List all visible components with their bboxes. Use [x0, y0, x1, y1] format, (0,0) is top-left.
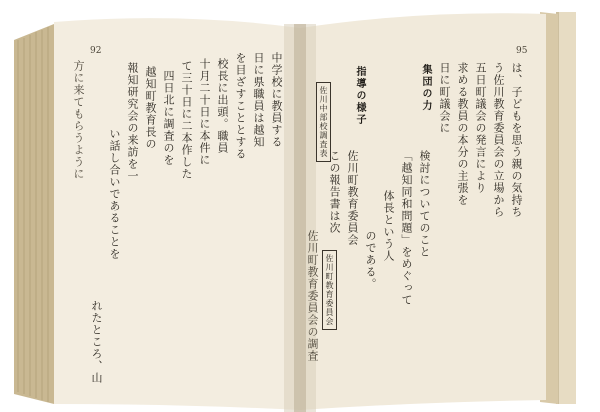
document-title-box: 佐川中部校調査表 — [316, 82, 331, 162]
document-signature-box: 佐川町教育委員会 — [322, 250, 337, 330]
left-page-number: 92 — [90, 46, 102, 56]
left-text-line: 四日北に調査のを — [162, 70, 175, 166]
left-text-line: を目ざすこととする — [234, 52, 247, 160]
right-text-line: 「越知同和問題」をめぐって — [400, 150, 413, 306]
right-text-line: う佐川教育委員会の立場から — [492, 62, 505, 218]
right-text-line: 検討についてのこと — [418, 150, 431, 258]
left-text-line: 方に来てもらうように — [72, 60, 85, 180]
left-text-line: れたところ、山 — [90, 300, 103, 384]
left-text-line: 中学校に教員する — [270, 52, 283, 148]
right-text-line: 体長という人 — [382, 190, 395, 262]
right-text-line: この報告書は次 — [328, 150, 341, 234]
right-text-line: 佐川町教育委員会の調査 — [306, 230, 319, 362]
right-text-line: 日に町議会に — [438, 62, 451, 134]
left-text-line: い話し合いであることを — [108, 128, 121, 260]
left-text-line: て三十日に二本作した — [180, 60, 193, 180]
right-page-number: 95 — [516, 46, 528, 56]
left-text-line: 日に県職員は越知 — [252, 52, 265, 148]
left-text-line: 報知研究会の来訪を一 — [126, 62, 139, 182]
right-text-line: 佐川町教育委員会 — [346, 150, 359, 246]
subsection-heading: 指導の様子 — [354, 66, 365, 126]
section-heading: 集団の力 — [420, 64, 431, 112]
left-text-line: 校長に出頭。職員 — [216, 58, 229, 154]
right-text-line: 求める教員の本分の主張を — [456, 62, 469, 206]
left-text-line: 越知町教育長の — [144, 66, 157, 150]
left-text-line: 十月二十日に本件に — [198, 58, 211, 166]
right-text-line: は、子どもを思う親の気持ち — [510, 62, 523, 218]
right-text-line: 五日町議会の発言により — [474, 62, 487, 194]
right-text-line: のである。 — [364, 230, 377, 290]
